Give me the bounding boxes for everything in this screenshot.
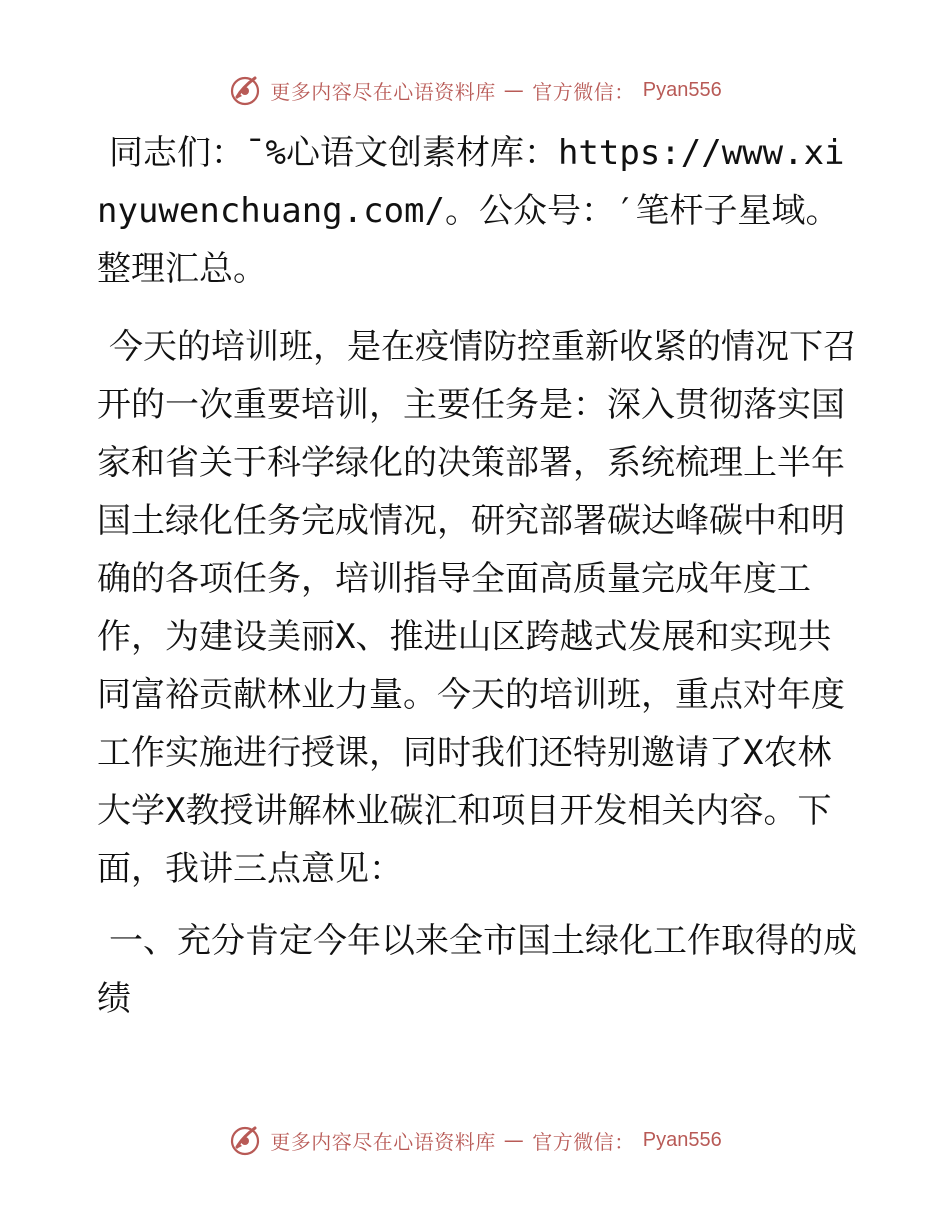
banner-wechat-handle: Pyan556 bbox=[642, 1128, 722, 1151]
banner-text: 更多内容尽在心语资料库 bbox=[270, 79, 496, 104]
banner-wechat-handle: Pyan556 bbox=[642, 78, 722, 101]
document-body bbox=[97, 124, 857, 1028]
banner-separator: — bbox=[503, 78, 525, 102]
body-paragraph: 今天的培训班，是在疫情防控重新收紧的情况下召开的一次重要培训，主要任务是：深入贯彻落实国家和省关于科学绿化的决策部署，系统梳理上半年国土绿化任务完成情况，研究部署碳达峰碳中和明确的各项任务，培训指导全面高质量完成年度工作，为建设美丽X、推进山区跨越式发展和实现共同富裕贡献林业力量。今天的培训班，重点对年度工作实施进行授课，同时我们还特别邀请了X农林大学X教授讲解林业碳汇和项目开发相关内容。下面，我讲三点意见： bbox=[97, 327, 857, 889]
footer-watermark-banner bbox=[0, 1120, 950, 1160]
banner-suffix: 官方微信： bbox=[532, 1129, 635, 1154]
section-heading: 一、充分肯定今年以来全市国土绿化工作取得的成绩 bbox=[97, 921, 857, 1019]
greeting-paragraph: 同志们：¯%心语文创素材库：https://www.xinyuwenchuang.com/。公众号：′笔杆子星域。整理汇总。 bbox=[97, 133, 845, 289]
banner-suffix: 官方微信： bbox=[532, 79, 635, 104]
brush-pen-logo-icon bbox=[228, 1123, 262, 1157]
banner-text: 更多内容尽在心语资料库 bbox=[270, 1129, 496, 1154]
banner-separator: — bbox=[503, 1128, 525, 1152]
header-watermark-banner bbox=[0, 70, 950, 110]
brush-pen-logo-icon bbox=[228, 73, 262, 107]
